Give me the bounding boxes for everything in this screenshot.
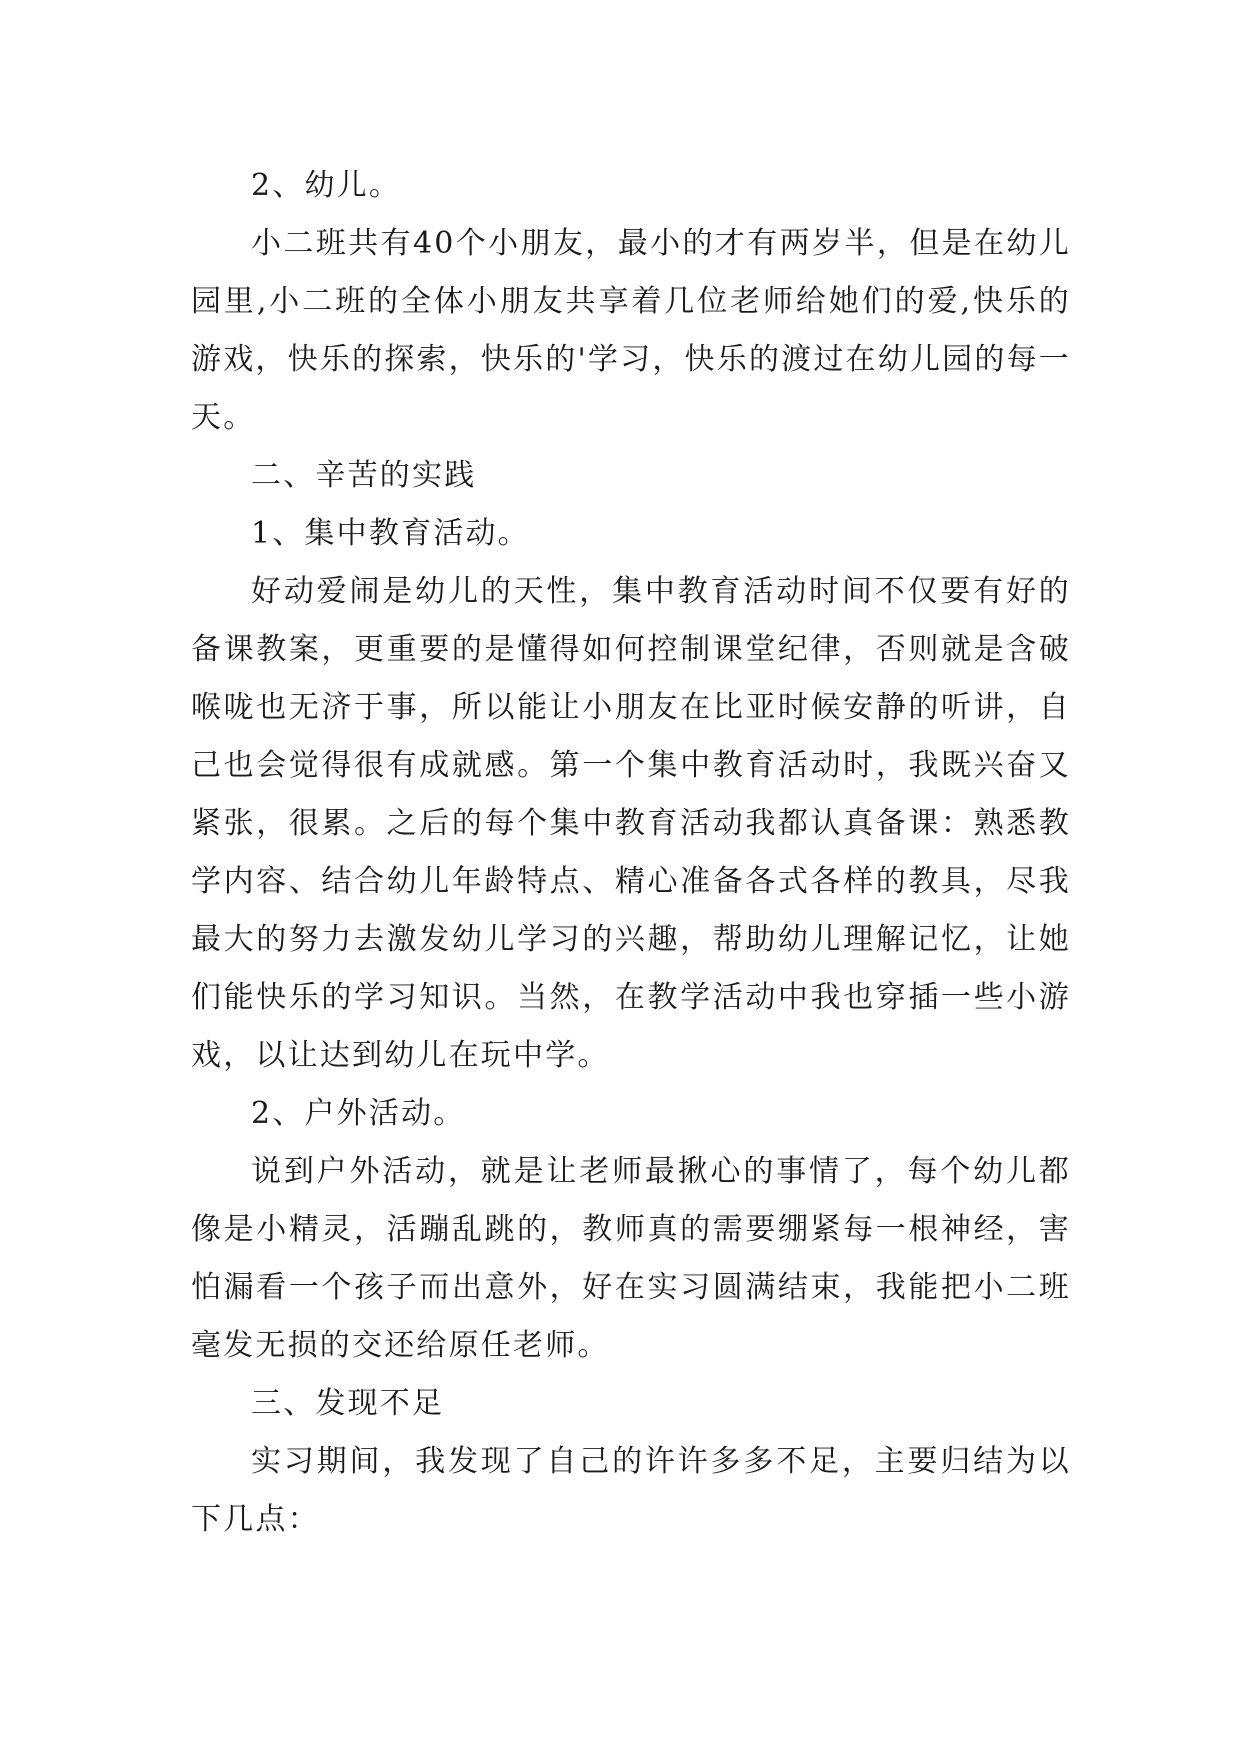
paragraph-item-outdoor-heading: 2、户外活动。 bbox=[251, 1096, 466, 1131]
document-body bbox=[191, 157, 1071, 1549]
section-heading-shortcomings: 三、发现不足 bbox=[251, 1386, 445, 1421]
paragraph-class-description: 小二班共有40个小朋友，最小的才有两岁半，但是在幼儿园里,小二班的全体小朋友共享着几位老师给她们的爱,快乐的游戏，快乐的探索，快乐的'学习，快乐的渡过在幼儿园的每一天。 bbox=[191, 226, 1071, 435]
paragraph-item-group-teaching-heading: 1、集中教育活动。 bbox=[251, 516, 530, 551]
paragraph-item-children-heading: 2、幼儿。 bbox=[251, 168, 402, 203]
section-heading-practice: 二、辛苦的实践 bbox=[251, 458, 477, 493]
paragraph-group-teaching: 好动爱闹是幼儿的天性，集中教育活动时间不仅要有好的备课教案，更重要的是懂得如何控制课堂纪律，否则就是含破喉咙也无济于事，所以能让小朋友在比亚时候安静的听讲，自己也会觉得很有成就感。第一个集中教育活动时，我既兴奋又紧张，很累。之后的每个集中教育活动我都认真备课：熟悉教学内容、结合幼儿年龄特点、精心准备各式各样的教具，尽我最大的努力去激发幼儿学习的兴趣，帮助幼儿理解记忆，让她们能快乐的学习知识。当然，在教学活动中我也穿插一些小游戏，以让达到幼儿在玩中学。 bbox=[191, 574, 1071, 1073]
paragraph-outdoor-activities: 说到户外活动，就是让老师最揪心的事情了，每个幼儿都像是小精灵，活蹦乱跳的，教师真的需要绷紧每一根神经，害怕漏看一个孩子而出意外，好在实习圆满结束，我能把小二班毫发无损的交还给原任老师。 bbox=[191, 1154, 1071, 1363]
paragraph-shortcomings-intro: 实习期间，我发现了自己的许许多多不足，主要归结为以下几点： bbox=[191, 1444, 1071, 1537]
